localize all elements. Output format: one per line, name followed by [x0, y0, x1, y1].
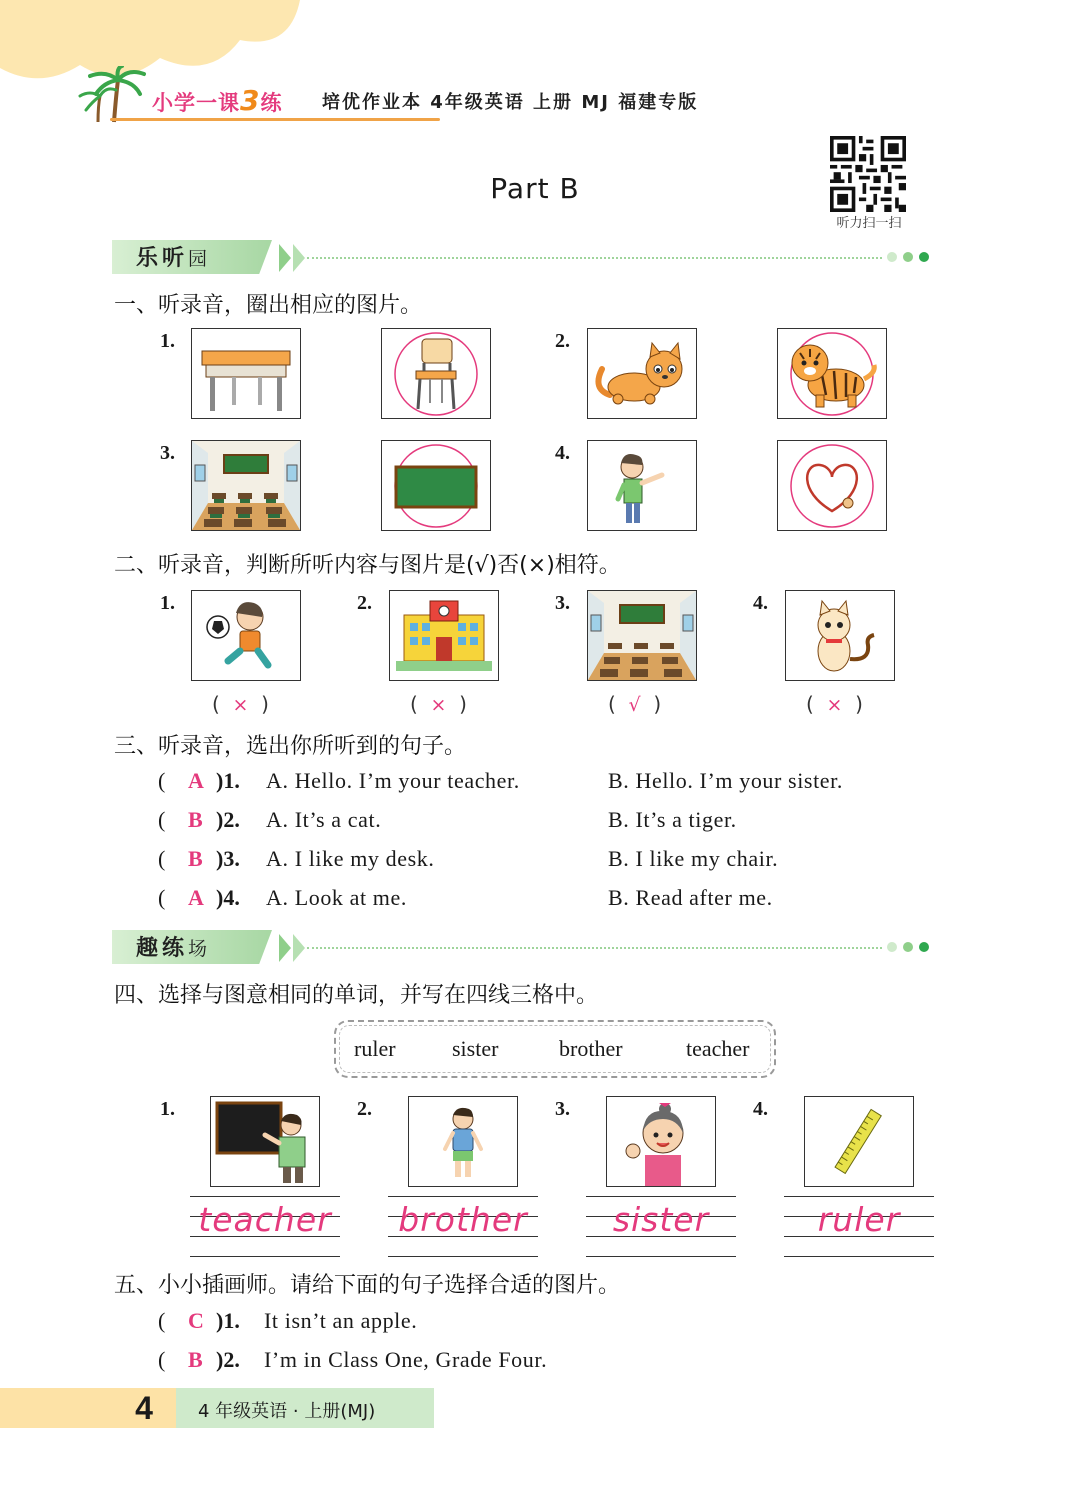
q4-number: 3.	[555, 1098, 570, 1120]
four-line-grid[interactable]	[586, 1196, 736, 1256]
q5-title: 五、小小插画师。请给下面的句子选择合适的图片。	[114, 1273, 621, 1298]
q4-number: 2.	[357, 1098, 372, 1120]
q2-answer-paren[interactable]: ( × )	[806, 692, 863, 716]
q3-number: )4.	[216, 885, 240, 910]
q3-title: 三、听录音，选出你所听到的句子。	[114, 734, 467, 759]
q3-row[interactable]	[158, 846, 918, 876]
q5-number: )1.	[216, 1308, 240, 1333]
q2-number: 2.	[357, 592, 372, 614]
page-number: 4	[112, 1388, 176, 1428]
q5-row[interactable]	[158, 1308, 918, 1338]
q5-answer: B	[188, 1347, 203, 1372]
banner-label: 趣练场	[136, 936, 212, 961]
q3-number: )2.	[216, 807, 240, 832]
q3-answer: B	[188, 807, 203, 832]
sister-picture[interactable]	[606, 1096, 716, 1187]
q4-title: 四、选择与图意相同的单词，并写在四线三格中。	[114, 983, 599, 1008]
q1-number: 2.	[555, 330, 570, 352]
word-bank	[334, 1020, 776, 1078]
q2-answer-paren[interactable]: ( √ )	[608, 692, 662, 716]
footer-label: 4 年级英语 · 上册(MJ)	[198, 1401, 376, 1422]
bank-word[interactable]: brother	[559, 1036, 623, 1061]
q1-title: 一、听录音，圈出相应的图片。	[114, 293, 423, 318]
q3-answer: A	[188, 885, 204, 910]
brother-picture[interactable]	[408, 1096, 518, 1187]
q2-answer-mark: ×	[430, 694, 447, 716]
cat-picture[interactable]	[587, 328, 697, 419]
q3-option-a: A. It’s a cat.	[266, 807, 382, 832]
q3-option-b: B. I like my chair.	[608, 846, 779, 871]
open-paren: (	[158, 846, 166, 871]
ruler-picture[interactable]	[804, 1096, 914, 1187]
q1-number: 4.	[555, 442, 570, 464]
double-chevron-icon	[277, 242, 311, 274]
q3-row[interactable]	[158, 885, 918, 915]
footer-left-band	[0, 1388, 112, 1428]
q1-number: 1.	[160, 330, 175, 352]
section-banner-practice	[112, 930, 932, 966]
q2-answer-mark: ×	[826, 694, 843, 716]
banner-label: 乐听园	[136, 246, 212, 271]
bank-word[interactable]: sister	[452, 1036, 499, 1061]
banner-dotted-line	[307, 947, 882, 949]
open-paren: (	[158, 1347, 166, 1372]
header-subtitle: 培优作业本 4年级英语 上册 MJ 福建专版	[322, 92, 699, 113]
classroom-picture[interactable]	[587, 590, 697, 681]
q4-answer-word: ruler	[817, 1200, 901, 1239]
bank-word[interactable]: teacher	[686, 1036, 750, 1061]
banner-dotted-line	[307, 257, 882, 259]
q2-number: 4.	[753, 592, 768, 614]
q3-row[interactable]	[158, 807, 918, 837]
q3-answer: A	[188, 768, 204, 793]
q3-number: )1.	[216, 768, 240, 793]
q2-answer-mark: √	[628, 694, 641, 716]
q5-sentence: It isn’t an apple.	[264, 1308, 418, 1333]
q2-answer-paren[interactable]: ( × )	[410, 692, 467, 716]
qr-caption: 听力扫一扫	[836, 216, 902, 231]
q3-answer: B	[188, 846, 203, 871]
double-chevron-icon	[277, 932, 311, 964]
q5-number: )2.	[216, 1347, 240, 1372]
open-paren: (	[158, 885, 166, 910]
q5-row[interactable]	[158, 1347, 918, 1377]
section-banner-listening	[112, 240, 932, 276]
four-line-grid[interactable]	[784, 1196, 934, 1256]
four-line-grid[interactable]	[388, 1196, 538, 1256]
blackboard-picture-circled[interactable]	[381, 440, 491, 531]
q3-option-a: A. I like my desk.	[266, 846, 435, 871]
chair-picture-circled[interactable]	[381, 328, 491, 419]
q3-option-b: B. It’s a tiger.	[608, 807, 737, 832]
cat-sitting-picture[interactable]	[785, 590, 895, 681]
open-paren: (	[158, 768, 166, 793]
q3-option-b: B. Read after me.	[608, 885, 773, 910]
q3-option-a: A. Hello. I’m your teacher.	[266, 768, 520, 793]
bank-word[interactable]: ruler	[354, 1036, 396, 1061]
heart-picture-circled[interactable]	[777, 440, 887, 531]
banner-end-dots	[884, 940, 934, 954]
header-underline	[110, 118, 440, 121]
q3-option-b: B. Hello. I’m your sister.	[608, 768, 843, 793]
footer-label-band	[176, 1388, 434, 1428]
q2-answer-mark: ×	[232, 694, 249, 716]
q3-number: )3.	[216, 846, 240, 871]
q3-option-a: A. Look at me.	[266, 885, 407, 910]
teacher-picture[interactable]	[210, 1096, 320, 1187]
q5-sentence: I’m in Class One, Grade Four.	[264, 1347, 548, 1372]
q4-answer-word: sister	[612, 1200, 710, 1239]
qr-code-icon[interactable]	[830, 136, 906, 212]
brand-logo-text: 小学一课3练	[152, 84, 283, 117]
q2-number: 1.	[160, 592, 175, 614]
boy-pointing-picture[interactable]	[587, 440, 697, 531]
school-building-picture[interactable]	[389, 590, 499, 681]
q4-answer-word: brother	[398, 1200, 528, 1239]
q4-answer-word: teacher	[198, 1200, 332, 1239]
boy-soccer-picture[interactable]	[191, 590, 301, 681]
q1-number: 3.	[160, 442, 175, 464]
q4-number: 4.	[753, 1098, 768, 1120]
q2-number: 3.	[555, 592, 570, 614]
tiger-picture-circled[interactable]	[777, 328, 887, 419]
open-paren: (	[158, 1308, 166, 1333]
banner-end-dots	[884, 250, 934, 264]
page-title: Part B	[490, 172, 580, 205]
palm-tree-logo	[76, 66, 156, 124]
q3-row[interactable]	[158, 768, 918, 798]
q5-answer: C	[188, 1308, 204, 1333]
four-line-grid[interactable]	[190, 1196, 340, 1256]
open-paren: (	[158, 807, 166, 832]
classroom-picture[interactable]	[191, 440, 301, 531]
desk-picture[interactable]	[191, 328, 301, 419]
q2-answer-paren[interactable]: ( × )	[212, 692, 269, 716]
q2-title: 二、听录音，判断所听内容与图片是(√)否(×)相符。	[114, 553, 621, 578]
q4-number: 1.	[160, 1098, 175, 1120]
